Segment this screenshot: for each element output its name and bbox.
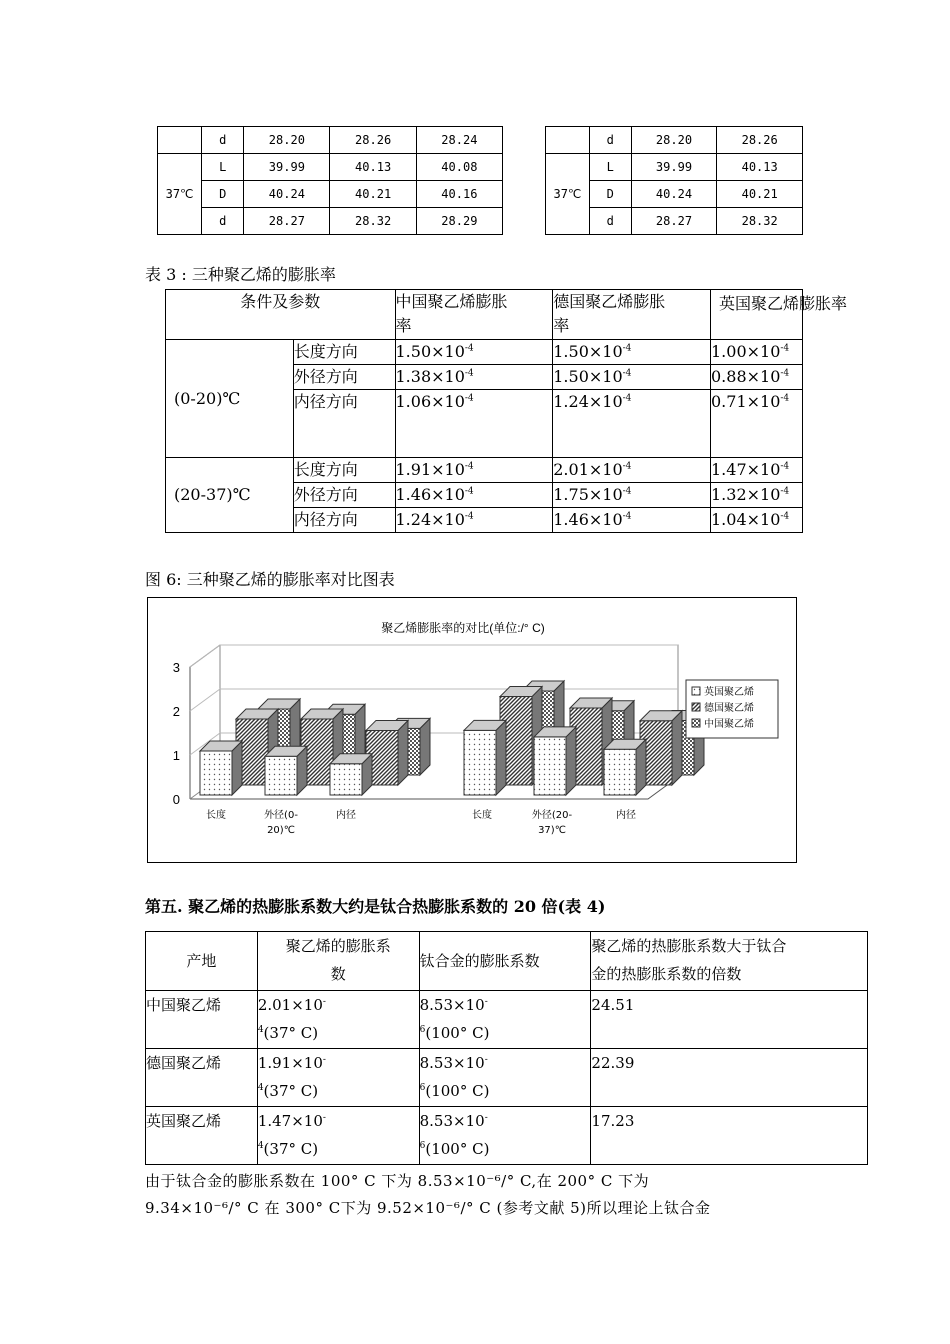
bar-front	[604, 749, 636, 795]
de-cell	[553, 483, 711, 508]
dir-cell: 长度方向	[293, 340, 395, 365]
uk-value: 1.47×10	[711, 460, 781, 479]
bar-side	[398, 720, 408, 785]
cn-cell	[395, 365, 553, 390]
dir-cell: 外径方向	[293, 365, 395, 390]
de-value: 2.01×10	[553, 460, 623, 479]
y-tick-label: 2	[172, 704, 180, 719]
ratio-cell: 24.51	[591, 991, 868, 1049]
expansion-chart	[148, 598, 796, 862]
cn-cell	[395, 390, 553, 458]
pe-temp: (37° C)	[263, 1082, 319, 1100]
exponent: -4	[622, 486, 632, 497]
de-value: 1.46×10	[553, 510, 623, 529]
uk-cell	[711, 508, 803, 533]
legend-swatch	[692, 703, 700, 711]
ti-temp: (100° C)	[425, 1024, 490, 1042]
bar	[200, 741, 242, 795]
exponent: -4	[464, 393, 474, 404]
header-germany	[553, 290, 711, 340]
pe-temp: (37° C)	[263, 1024, 319, 1042]
uk-cell	[711, 458, 803, 483]
cell: 28.32	[330, 208, 416, 235]
de-value: 1.75×10	[553, 485, 623, 504]
uk-cell	[711, 390, 803, 458]
exponent: -4	[780, 393, 790, 404]
exponent: -4	[464, 511, 474, 522]
legend-swatch	[692, 687, 700, 695]
header-china-l1: 中国聚乙烯膨胀	[395, 292, 508, 311]
header-pe-l1: 聚乙烯的膨胀系	[285, 937, 391, 955]
uk-cell	[711, 365, 803, 390]
ti-cell	[419, 1107, 591, 1165]
de-cell	[553, 365, 711, 390]
cell: 28.26	[717, 127, 803, 154]
de-cell	[553, 508, 711, 533]
x-tick-label: 内径	[616, 810, 636, 821]
bar-front	[534, 737, 566, 795]
chart-bars	[200, 681, 704, 795]
y-tick-label: 1	[172, 748, 180, 763]
ratio-cell: 17.23	[591, 1107, 868, 1165]
pe-cell	[257, 1049, 419, 1107]
pe-cell	[257, 991, 419, 1049]
cell: 40.08	[416, 154, 502, 181]
uk-value: 0.71×10	[711, 392, 781, 411]
cn-cell	[395, 340, 553, 365]
temperature-cell: 37℃	[546, 154, 590, 235]
exponent: -4	[464, 368, 474, 379]
x-tick-label: 外径(20-	[531, 810, 573, 821]
ti-cell	[419, 991, 591, 1049]
cell: 39.99	[244, 154, 330, 181]
cell: L	[202, 154, 244, 181]
legend-label: 中国聚乙烯	[704, 719, 754, 730]
cell: 28.27	[244, 208, 330, 235]
exponent: -4	[780, 343, 790, 354]
range-0-20: (0-20)℃	[166, 340, 294, 458]
uk-cell	[711, 340, 803, 365]
chart-gridline	[190, 645, 678, 667]
table4	[145, 931, 868, 1165]
section5-heading: 第五. 聚乙烯的热膨胀系数大约是钛合热膨胀系数的 20 倍(表 4)	[145, 897, 606, 916]
exponent: -4	[622, 393, 632, 404]
cell: 28.27	[631, 208, 717, 235]
table3	[165, 289, 848, 533]
exponent: -	[484, 1113, 488, 1123]
exponent: -4	[780, 461, 790, 472]
uk-cell	[711, 483, 803, 508]
header-ratio	[591, 932, 868, 991]
uk-value: 1.04×10	[711, 510, 781, 529]
cell: d	[202, 127, 244, 154]
header-ratio-l2: 金的热膨胀系数的倍数	[591, 965, 742, 983]
range-20-37: (20-37)℃	[166, 458, 294, 533]
table3-caption: 表 3 : 三种聚乙烯的膨胀率	[145, 265, 336, 284]
de-value: 1.24×10	[553, 392, 623, 411]
paragraph-line-1: 由于钛合金的膨胀系数在 100° C 下为 8.53×10⁻⁶/° C,在 200° C 下为	[145, 1172, 650, 1190]
bar-front	[464, 730, 496, 795]
cell: 40.13	[330, 154, 416, 181]
header-china-l2: 率	[395, 316, 412, 335]
de-cell	[553, 390, 711, 458]
header-ratio-l1: 聚乙烯的热膨胀系数大于钛合	[591, 937, 787, 955]
cell	[158, 127, 202, 154]
exponent: -4	[464, 486, 474, 497]
header-ti: 钛合金的膨胀系数	[419, 932, 591, 991]
cn-value: 1.50×10	[395, 342, 465, 361]
exponent: 6	[419, 1083, 426, 1093]
exponent: -4	[622, 368, 632, 379]
header-uk	[711, 290, 848, 340]
exponent: 6	[419, 1025, 426, 1035]
cell: 28.32	[717, 208, 803, 235]
x-tick-label: 20)℃	[267, 825, 295, 836]
body-paragraph	[145, 1168, 825, 1222]
cell: D	[202, 181, 244, 208]
cell: d	[589, 208, 631, 235]
cell: 40.13	[717, 154, 803, 181]
cell: 28.26	[330, 127, 416, 154]
x-tick-label: 内径	[336, 810, 356, 821]
bar	[330, 754, 372, 795]
exponent: -4	[464, 343, 474, 354]
ti-temp: (100° C)	[425, 1082, 490, 1100]
legend-label: 英国聚乙烯	[704, 687, 754, 698]
dir-cell: 外径方向	[293, 483, 395, 508]
top-table-right	[545, 126, 803, 235]
uk-value: 1.00×10	[711, 342, 781, 361]
bar	[464, 720, 506, 795]
exponent: 6	[419, 1141, 426, 1151]
cell: L	[589, 154, 631, 181]
y-tick-label: 0	[172, 792, 180, 807]
dir-cell: 内径方向	[293, 390, 395, 458]
bar-side	[672, 711, 682, 785]
pe-value: 2.01×10	[257, 996, 323, 1014]
legend-label: 德国聚乙烯	[704, 703, 754, 714]
exponent: -	[322, 1055, 326, 1065]
chart-frame	[147, 597, 797, 863]
header-china	[395, 290, 553, 340]
x-tick-label: 37)℃	[538, 825, 566, 836]
exponent: -4	[622, 461, 632, 472]
uk-value: 1.32×10	[711, 485, 781, 504]
de-value: 1.50×10	[553, 342, 623, 361]
cell: 40.24	[631, 181, 717, 208]
exponent: -4	[464, 461, 474, 472]
cell: 40.21	[330, 181, 416, 208]
cell: 39.99	[631, 154, 717, 181]
x-tick-label: 外径(0-	[264, 810, 298, 821]
exponent: 4	[257, 1083, 264, 1093]
exponent: -	[484, 997, 488, 1007]
ti-value: 8.53×10	[419, 996, 485, 1014]
header-pe-l2: 数	[330, 965, 346, 983]
cell: D	[589, 181, 631, 208]
temperature-cell: 37℃	[158, 154, 202, 235]
cn-cell	[395, 483, 553, 508]
exponent: -4	[622, 343, 632, 354]
bar-front	[265, 756, 297, 795]
cn-value: 1.91×10	[395, 460, 465, 479]
cell: 40.24	[244, 181, 330, 208]
exponent: -	[322, 1113, 326, 1123]
pe-temp: (37° C)	[263, 1140, 319, 1158]
exponent: -	[322, 997, 326, 1007]
pe-value: 1.91×10	[257, 1054, 323, 1072]
bar-front	[200, 751, 232, 795]
bar-side	[566, 727, 576, 795]
bar-front	[330, 764, 362, 795]
cn-value: 1.06×10	[395, 392, 465, 411]
cn-cell	[395, 508, 553, 533]
dir-cell: 内径方向	[293, 508, 395, 533]
cell: 28.29	[416, 208, 502, 235]
exponent: -4	[622, 511, 632, 522]
de-cell	[553, 458, 711, 483]
chart-title: 聚乙烯膨胀率的对比(单位:/° C)	[381, 621, 545, 635]
ti-value: 8.53×10	[419, 1112, 485, 1130]
x-tick-label: 长度	[206, 810, 226, 821]
chart-legend	[686, 680, 778, 738]
ti-temp: (100° C)	[425, 1140, 490, 1158]
exponent: -4	[780, 368, 790, 379]
header-uk-label: 英国聚乙烯膨胀率	[719, 294, 848, 313]
cell	[546, 127, 590, 154]
header-origin: 产地	[146, 932, 258, 991]
bar	[604, 739, 646, 795]
origin-cell: 英国聚乙烯	[146, 1107, 258, 1165]
exponent: -	[484, 1055, 488, 1065]
cn-value: 1.24×10	[395, 510, 465, 529]
cell: 40.16	[416, 181, 502, 208]
cell: 40.21	[717, 181, 803, 208]
cell: 28.20	[631, 127, 717, 154]
top-table-left	[157, 126, 503, 235]
exponent: -4	[780, 486, 790, 497]
bar	[265, 746, 307, 795]
x-tick-label: 长度	[472, 810, 492, 821]
header-germany-l1: 德国聚乙烯膨胀	[553, 292, 666, 311]
de-value: 1.50×10	[553, 367, 623, 386]
exponent: -4	[780, 511, 790, 522]
cell: 28.24	[416, 127, 502, 154]
cn-value: 1.46×10	[395, 485, 465, 504]
origin-cell: 德国聚乙烯	[146, 1049, 258, 1107]
uk-value: 0.88×10	[711, 367, 781, 386]
cell: 28.20	[244, 127, 330, 154]
y-tick-label: 3	[172, 660, 180, 675]
header-germany-l2: 率	[553, 316, 570, 335]
figure6-caption: 图 6: 三种聚乙烯的膨胀率对比图表	[145, 570, 395, 589]
bar-side	[496, 720, 506, 795]
legend-swatch	[692, 719, 700, 727]
exponent: 4	[257, 1141, 264, 1151]
ratio-cell: 22.39	[591, 1049, 868, 1107]
exponent: 4	[257, 1025, 264, 1035]
header-pe	[257, 932, 419, 991]
cn-value: 1.38×10	[395, 367, 465, 386]
cell: d	[202, 208, 244, 235]
pe-cell	[257, 1107, 419, 1165]
cn-cell	[395, 458, 553, 483]
origin-cell: 中国聚乙烯	[146, 991, 258, 1049]
ti-value: 8.53×10	[419, 1054, 485, 1072]
dir-cell: 长度方向	[293, 458, 395, 483]
paragraph-line-2: 9.34×10⁻⁶/° C 在 300° C下为 9.52×10⁻⁶/° C (参考文献 5)所以理论上钛合金	[145, 1199, 711, 1217]
cell: d	[589, 127, 631, 154]
header-cond: 条件及参数	[166, 290, 396, 340]
bar	[534, 727, 576, 795]
ti-cell	[419, 1049, 591, 1107]
pe-value: 1.47×10	[257, 1112, 323, 1130]
de-cell	[553, 340, 711, 365]
